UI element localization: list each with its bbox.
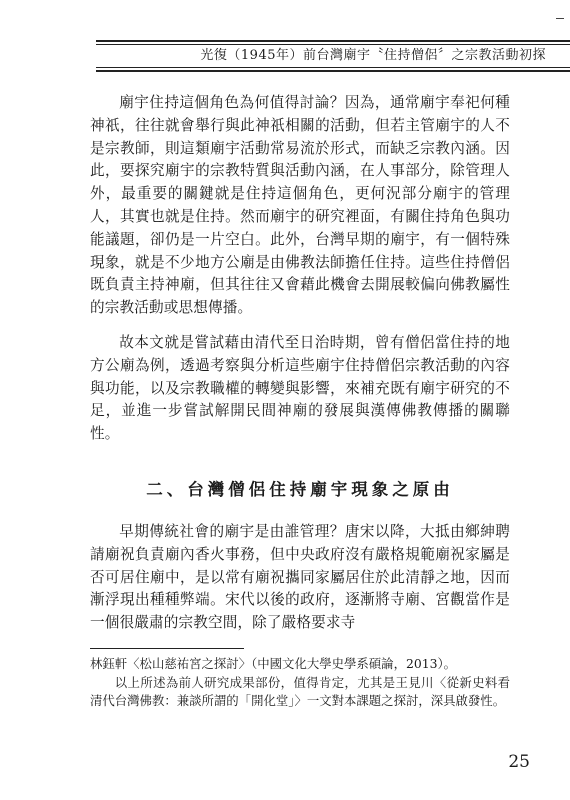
footnote-line: 以上所述為前人研究成果部份，值得肯定，尤其是王見川〈從新史料看清代台灣佛教：兼談所謂的「開化堂」〉一文對本課題之探討，深具啟發性。	[90, 674, 510, 709]
paragraph: 廟宇住持這個角色為何值得討論？因為，通常廟宇奉祀何種神祇，往往就會舉行與此神祇相關的活動，但若主管廟宇的人不是宗教師，則這類廟宇活動常易流於形式，而缺乏宗教內涵。因此，要探究廟宇的宗教特質與活動內涵，在人事部分，除管理人外，最重要的關鍵就是住持這個角色，更何況部分廟宇的管理人，其實也就是住持。然而廟宇的研究裡面，有關住持角色與功能議題，卻仍是一片空白。此外，台灣早期的廟宇，有一個特殊現象，就是不少地方公廟是由佛教法師擔任住持。這些住持僧侶既負責主持神廟，但其往往又會藉此機會去開展較偏向佛教屬性的宗教活動或思想傳播。	[90, 94, 510, 317]
running-header: 光復（1945年）前台灣廟宇〝住持僧侶〞之宗教活動初探	[200, 48, 546, 63]
intro-text	[90, 92, 510, 446]
paragraph: 早期傳統社會的廟宇是由誰管理？唐宋以降，大抵由鄉紳聘請廟祝負責廟內香火事務，但中央政府沒有嚴格規範廟祝家屬是否可居住廟中，是以常有廟祝攜同家屬居住於此清靜之地，因而漸浮現出種種弊端。宋代以後的政府，逐漸將寺廟、宮觀當作是一個很嚴肅的宗教空間，除了嚴格要求寺	[90, 523, 510, 632]
page-number: 25	[508, 752, 530, 772]
footnote-rule	[90, 648, 244, 649]
corner-mark	[556, 18, 564, 19]
footnotes	[90, 655, 510, 711]
footnote-line: 林鈺軒〈松山慈祐宮之探討〉（中國文化大學史學系碩論，2013）。	[90, 656, 457, 671]
paragraph: 故本文就是嘗試藉由清代至日治時期，曾有僧侶當住持的地方公廟為例，透過考察與分析這些廟宇住持僧侶宗教活動的內容與功能，以及宗教職權的轉變與影響，來補充既有廟宇研究的不足，並進一步嘗試解開民間神廟的發展與漢傳佛教傳播的關聯性。	[90, 333, 510, 443]
section-text	[90, 521, 510, 635]
section-heading: 二、台灣僧侶住持廟宇現象之原由	[146, 480, 454, 499]
